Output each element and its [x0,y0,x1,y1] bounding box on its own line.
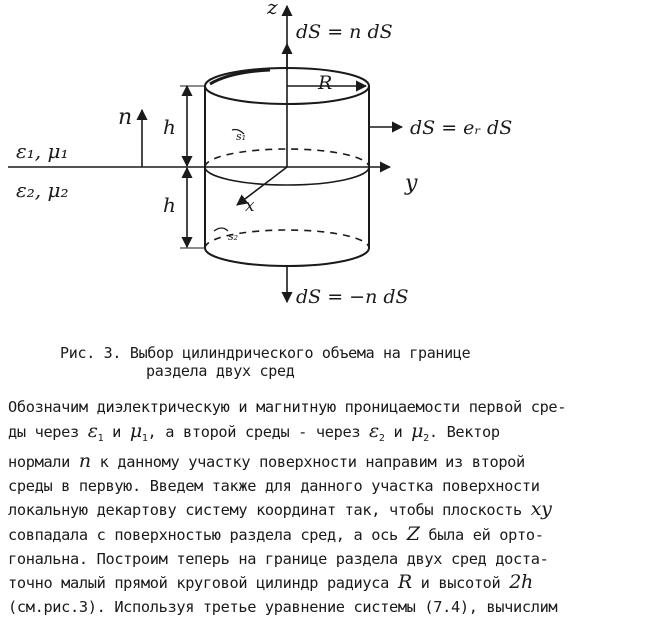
text-line-3: нормали n к данному участку поверхности направим из второй [8,450,525,473]
text-line-9: (см.рис.3). Используя третье уравнение системы (7.4), вычислим [8,597,558,616]
text-line-1: Обозначим диэлектрическую и магнитную проницаемости первой сре- [8,398,567,416]
label-x: x [245,196,255,216]
figure-caption [60,344,620,380]
text-line-8: точно малый прямой круговой цилиндр радиуса R и высотой 2h [8,571,533,594]
label-eps-mu-1: ε₁, μ₁ [16,139,69,163]
label-surf-2: s₂ [228,230,239,243]
text-line-7: гональна. Построим теперь на границе раздела двух сред доста- [8,549,549,568]
label-y: y [405,171,418,196]
caption-line-2: раздела двух сред [146,362,295,380]
cylinder-middle-front [205,167,369,185]
text-line-2: ды через $\varepsilon_1$ и $\mu_1$, а второй среды - через $\varepsilon_2$ и $\mu_2$. Вектор [8,419,500,444]
cylinder-bottom-front [205,248,369,266]
label-ds-side: dS = eᵣ dS [410,117,513,139]
label-n: n [118,105,133,130]
text-line-5: локальную декартову систему координат так, чтобы плоскость xy [8,498,552,521]
label-R: R [318,72,333,94]
caption-line-1: Рис. 3. Выбор цилиндрического объема на границе [60,344,471,362]
text-line-4: среды в первую. Введем также для данного участка поверхности [8,476,540,495]
label-h-bottom: h [163,193,176,217]
text-line-6: совпадала с поверхностью раздела сред, а ось Z была ей орто- [8,523,544,546]
body-paragraph [8,396,656,619]
label-z: z [267,0,278,19]
label-eps-mu-2: ε₂, μ₂ [16,178,69,202]
label-surf-1: s₁ [236,130,247,143]
label-ds-bottom: dS = −n dS [296,286,409,308]
label-h-top: h [163,115,176,139]
label-ds-top: dS = n dS [296,21,393,43]
